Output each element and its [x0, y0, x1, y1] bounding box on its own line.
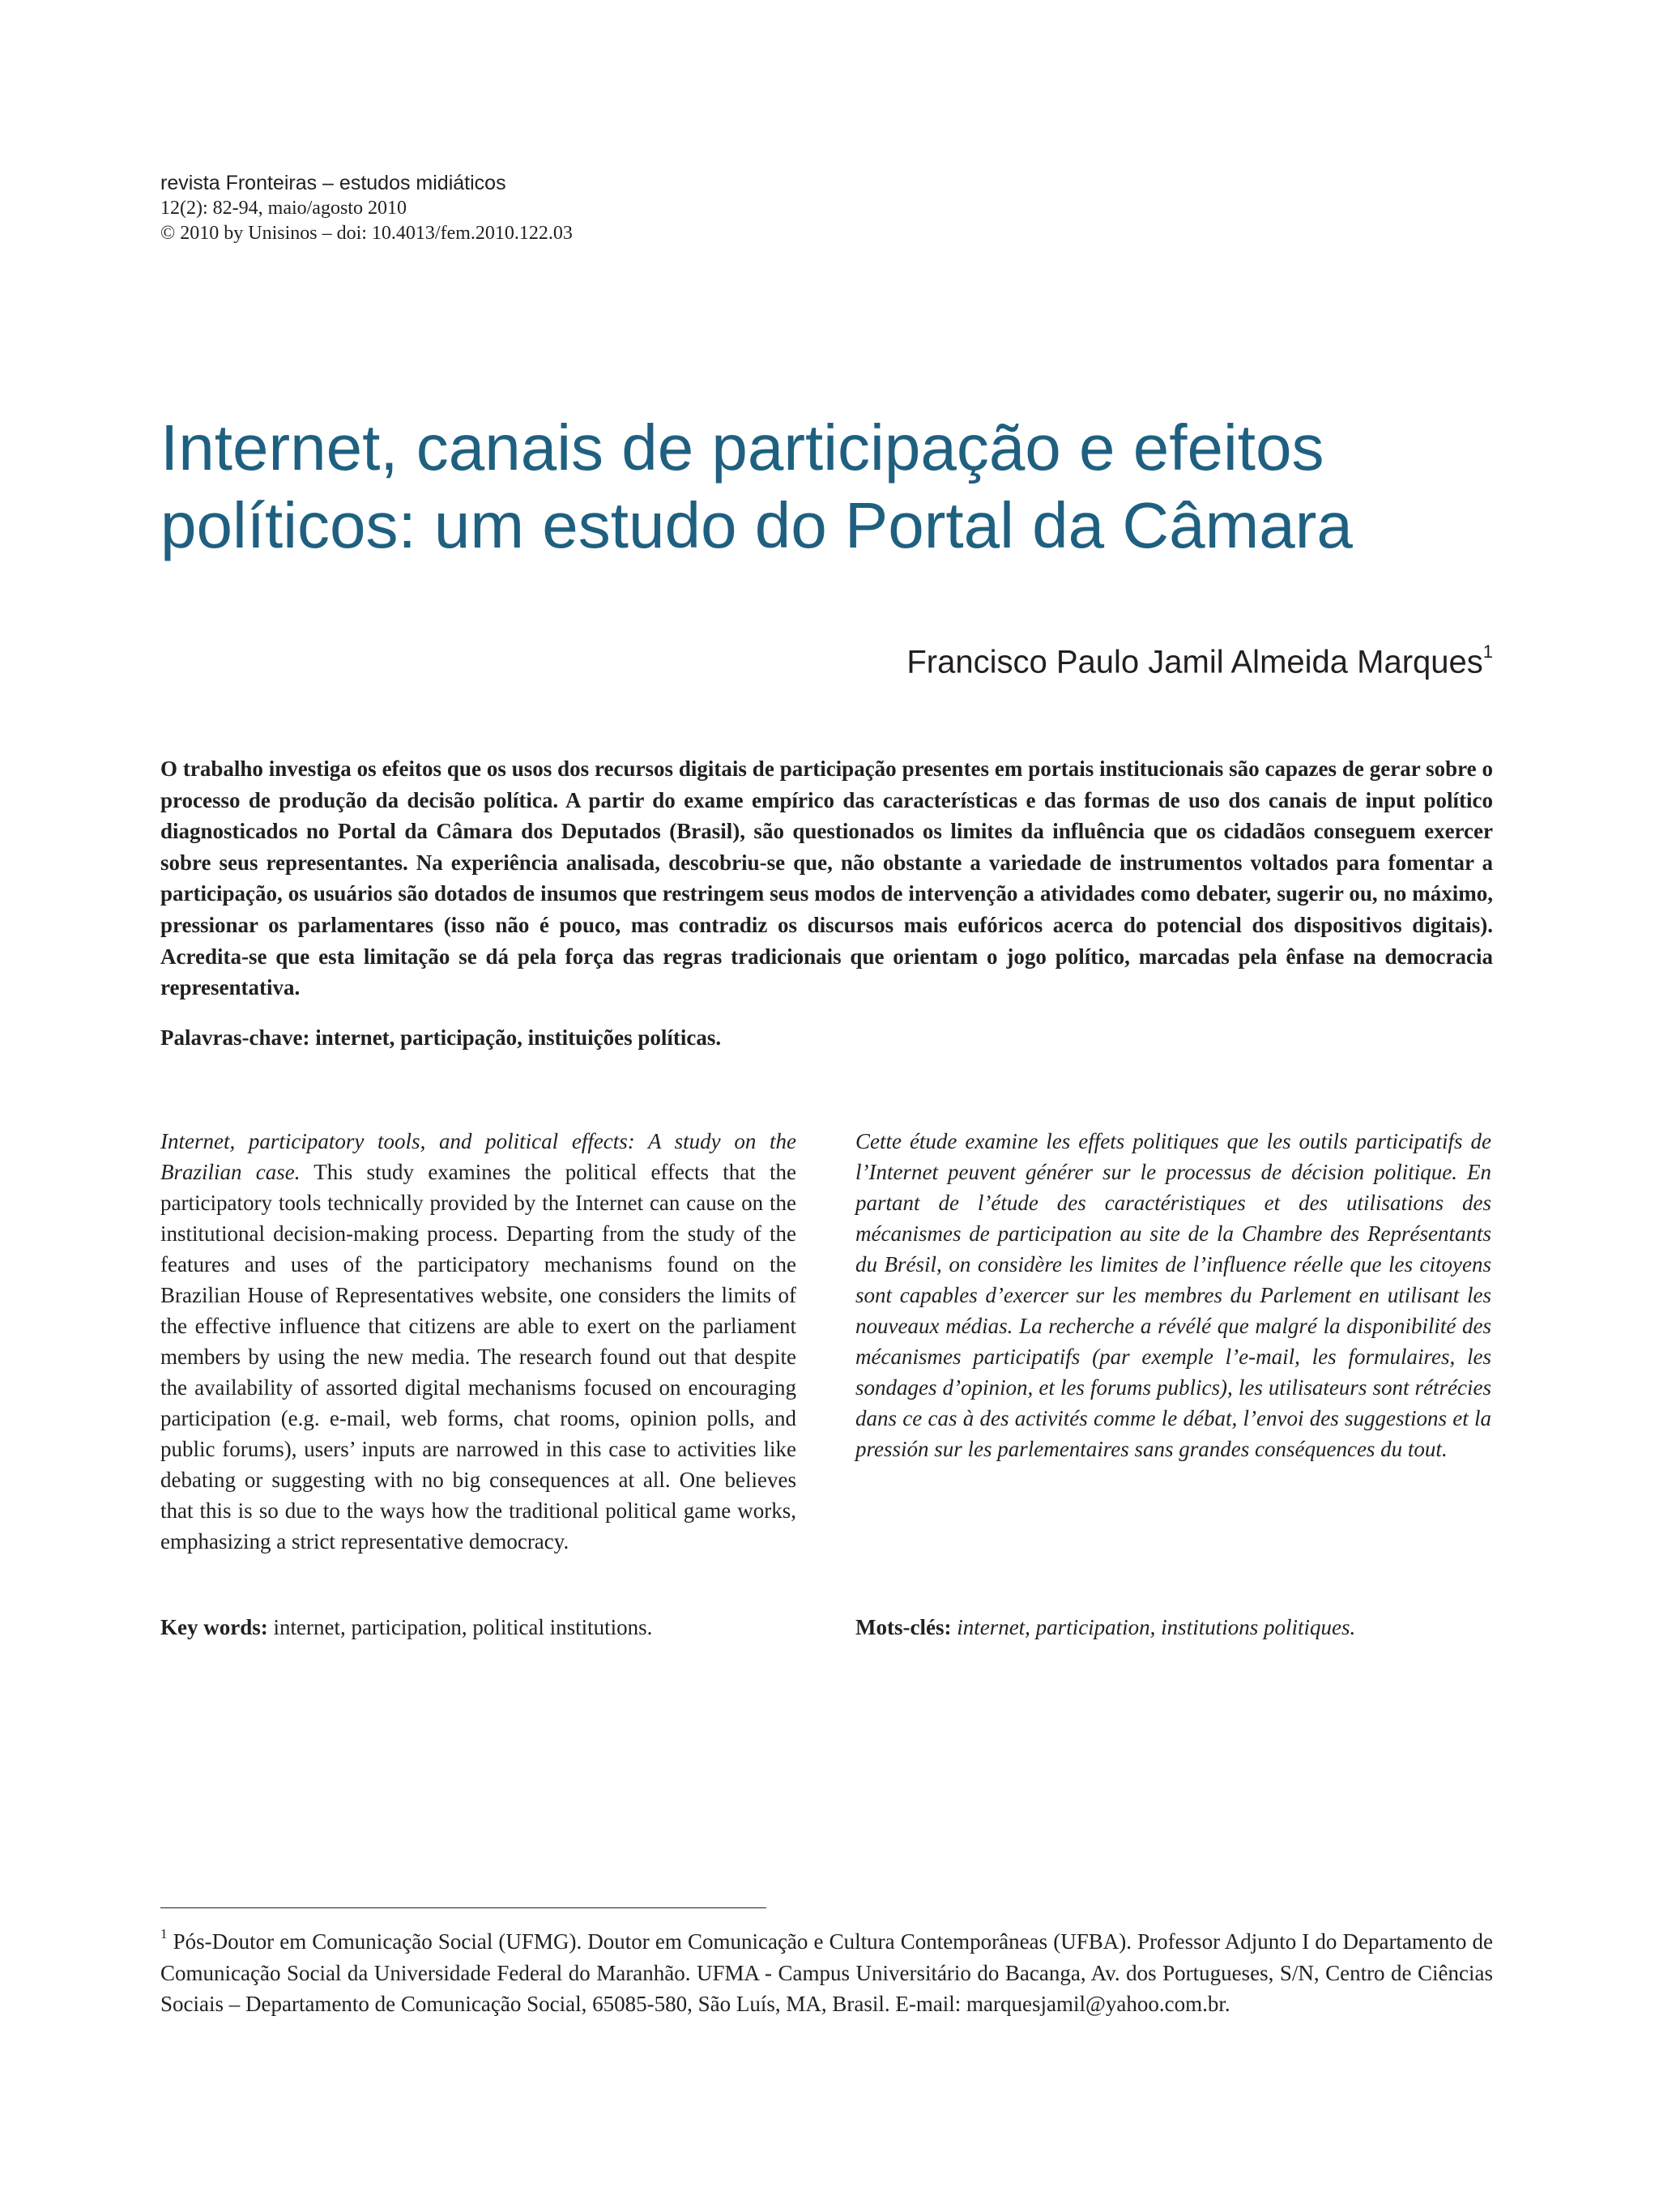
abstract-french: Cette étude examine les effets politiques que les outils participatifs de l’Internet peuvent générer sur le processus de décision politique. En partant de l’étude des caractéristiques et des utilisations des mécanismes de participation au site de la Chambre des Représentants du Brésil, on considère les limites de l’influence réelle que les citoyens sont capables d’exercer sur les membres du Parlement en utilisant les nouveaux médias. La recherche a révélé que malgré la disponibilité des mécanismes participatifs (par exemple l’e-mail, les formulaires, les sondages d’opinion, et les forums publics), les utilisateurs sont rétrécies dans ce cas à des activités comme le débat, l’envoi des suggestions et la pressión sur les parlementaires sans grandes conséquences du tout. — [855, 1129, 1491, 1461]
author-name: Francisco Paulo Jamil Almeida Marques — [906, 644, 1483, 680]
keywords-value: internet, participação, instituições políticas. — [315, 1025, 722, 1050]
keywords-label: Mots-clés: — [855, 1615, 952, 1639]
article-title — [160, 409, 1505, 565]
keywords-english — [160, 1612, 796, 1643]
footnote — [160, 1921, 1493, 2020]
title-line-1: Internet, canais de participação e efeitos — [160, 411, 1324, 484]
abstract-english — [160, 1126, 796, 1557]
footnote-divider — [160, 1907, 766, 1908]
author-footnote-mark: 1 — [1482, 641, 1493, 662]
keywords-value: internet, participation, institutions politiques. — [957, 1615, 1356, 1639]
keywords-french — [855, 1612, 1491, 1643]
footnote-mark: 1 — [160, 1926, 168, 1941]
journal-issue: 12(2): 82-94, maio/agosto 2010 — [160, 198, 407, 219]
keywords-value: internet, participation, political institutions. — [273, 1615, 653, 1639]
keywords-label: Palavras-chave: — [160, 1025, 310, 1050]
abstract-english-lead: Internet, participatory tools, and political effects: A study on the Brazilian case. — [160, 1129, 796, 1184]
keywords-label: Key words: — [160, 1615, 268, 1639]
keywords-portuguese — [160, 1022, 1493, 1053]
author-line — [906, 636, 1493, 681]
footnote-text: Pós-Doutor em Comunicação Social (UFMG). Doutor em Comunicação e Cultura Contemporâneas (UFBA). Professor Adjunto I do Departamento de Comunicação Social da Universidade Federal do Maranhão. UFMA - Campus Universitário do Bacanga, Av. dos Portugueses, S/N, Centro de Ciências Sociais – Departamento de Comunicação Social, 65085-580, São Luís, MA, Brasil. E-mail: marquesjamil@yahoo.com.br. — [160, 1929, 1493, 2016]
journal-name: revista Fronteiras – estudos midiáticos — [160, 172, 506, 194]
abstract-english-text: This study examines the political effects that the participatory tools technically provided by the Internet can cause on the institutional decision-making process. Departing from the study of the features and uses of the participatory mechanisms found on the Brazilian House of Representatives website, one considers the limits of the effective influence that citizens are able to exert on the parliament members by using the new media. The research found out that despite the availability of assorted digital mechanisms focused on encouraging participation (e.g. e-mail, web forms, chat rooms, opinion polls, and public forums), users’ inputs are narrowed in this case to activities like debating or suggesting with no big consequences at all. One believes that this is so due to the ways how the traditional political game works, emphasizing a strict representative democracy. — [160, 1160, 796, 1554]
abstract-portuguese: O trabalho investiga os efeitos que os usos dos recursos digitais de participação presentes em portais institucionais são capazes de gerar sobre o processo de produção da decisão política. A partir do exame empírico das características e das formas de uso dos canais de input político diagnosticados no Portal da Câmara dos Deputados (Brasil), são questionados os limites da influência que os cidadãos conseguem exercer sobre seus representantes. Na experiência analisada, descobriu-se que, não obstante a variedade de instrumentos voltados para fomentar a participação, os usuários são dotados de insumos que restringem seus modos de intervenção a atividades como debater, sugerir ou, no máximo, pressionar os parlamentares (isso não é pouco, mas contradiz os discursos mais eufóricos acerca do potencial dos dispositivos digitais). Acredita-se que esta limitação se dá pela força das regras tradicionais que orientam o jogo político, marcadas pela ênfase na democracia representativa. — [160, 757, 1493, 1000]
journal-header — [160, 170, 889, 246]
title-line-2: políticos: um estudo do Portal da Câmara — [160, 489, 1353, 561]
journal-copyright-doi: © 2010 by Unisinos – doi: 10.4013/fem.2010.122.03 — [160, 223, 573, 244]
